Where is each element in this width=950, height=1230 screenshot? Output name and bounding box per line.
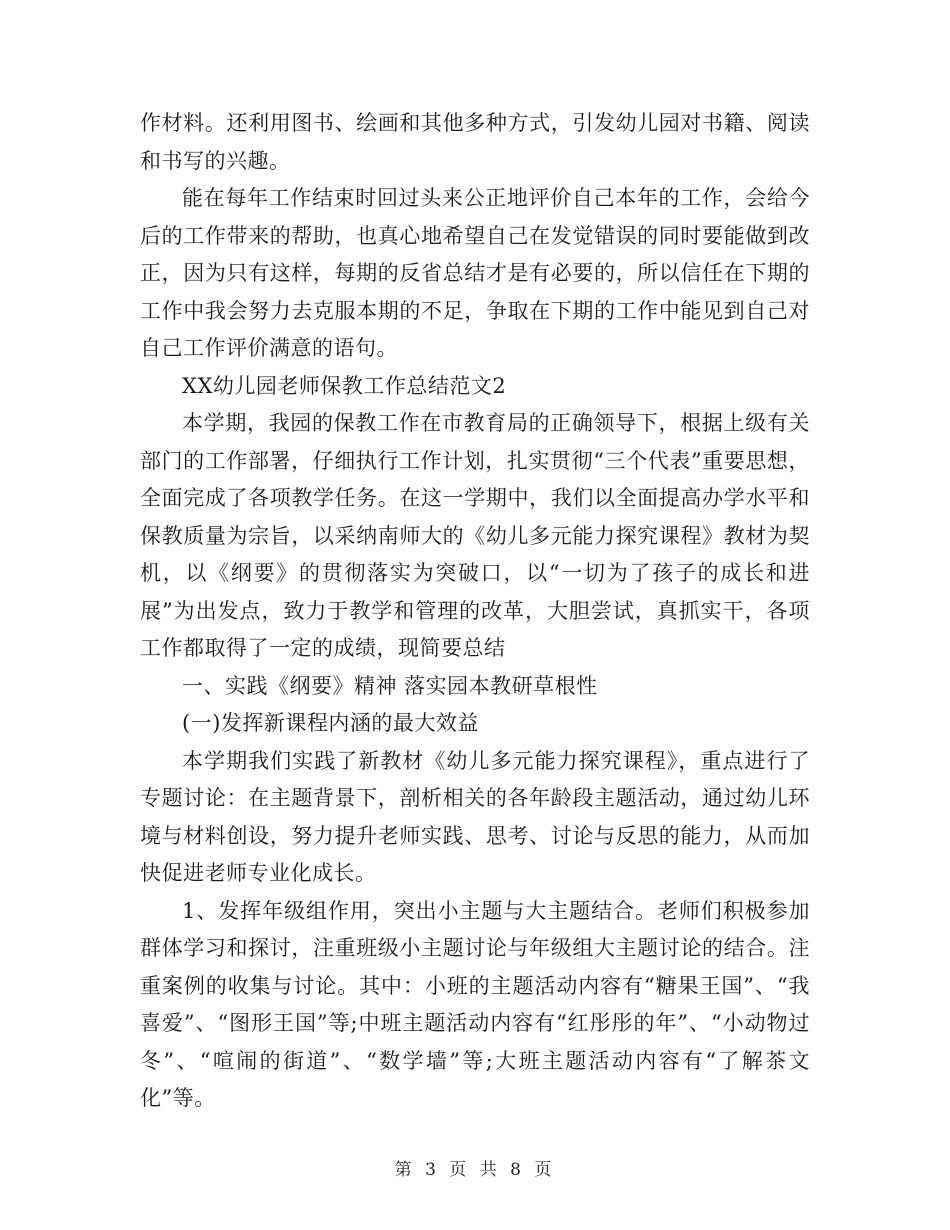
heading-level-1: 一、实践《纲要》精神 落实园本教研草根性 [182,673,598,698]
page-number-footer: 第 3 页 共 8 页 [394,1160,556,1180]
paragraph-new-curriculum: 本学期我们实践了新教材《幼儿多元能力探究课程》，重点进行了专题讨论：在主题背景下，剖析相关的各年龄段主题活动，通过幼儿环境与材料创设，努力提升老师实践、思考、讨论与反思的能力，从而加快促进老师专业化成长。 [140,748,810,885]
paragraph-self-evaluation: 能在每年工作结束时回过头来公正地评价自己本年的工作，会给今后的工作带来的帮助，也真心地希望自己在发觉错误的同时要能做到改正，因为只有这样，每期的反省总结才是有必要的，所以信任在下期的工作中我会努力去克服本期的不足，争取在下期的工作中能见到自己对自己工作评价满意的语句。 [140,186,810,360]
section-title: XX幼儿园老师保教工作总结范文2 [182,373,507,398]
paragraph-semester-intro: 本学期，我园的保教工作在市教育局的正确领导下，根据上级有关部门的工作部署，仔细执行工作计划，扎实贯彻“三个代表”重要思想，全面完成了各项教学任务。在这一学期中，我们以全面提高办学水平和保教质量为宗旨，以采纳南师大的《幼儿多元能力探究课程》教材为契机，以《纲要》的贯彻落实为突破口，以“一切为了孩子的成长和进展”为出发点，致力于教学和管理的改革，大胆尝试，真抓实干，各项工作都取得了一定的成绩，现简要总结 [140,411,810,660]
document-body [140,105,810,1118]
paragraph-grade-group: 1、发挥年级组作用，突出小主题与大主题结合。老师们积极参加群体学习和探讨，注重班级小主题讨论与年级组大主题讨论的结合。注重案例的收集与讨论。其中：小班的主题活动内容有“糖果王国”、“我喜爱”、“图形王国”等;中班主题活动内容有“红彤彤的年”、“小动物过冬”、“喧闹的街道”、“数学墙”等;大班主题活动内容有“了解茶文化”等。 [140,898,810,1110]
paragraph-continuation: 作材料。还利用图书、绘画和其他多种方式，引发幼儿园对书籍、阅读和书写的兴趣。 [140,111,810,173]
heading-level-2: (一)发挥新课程内涵的最大效益 [182,711,479,735]
